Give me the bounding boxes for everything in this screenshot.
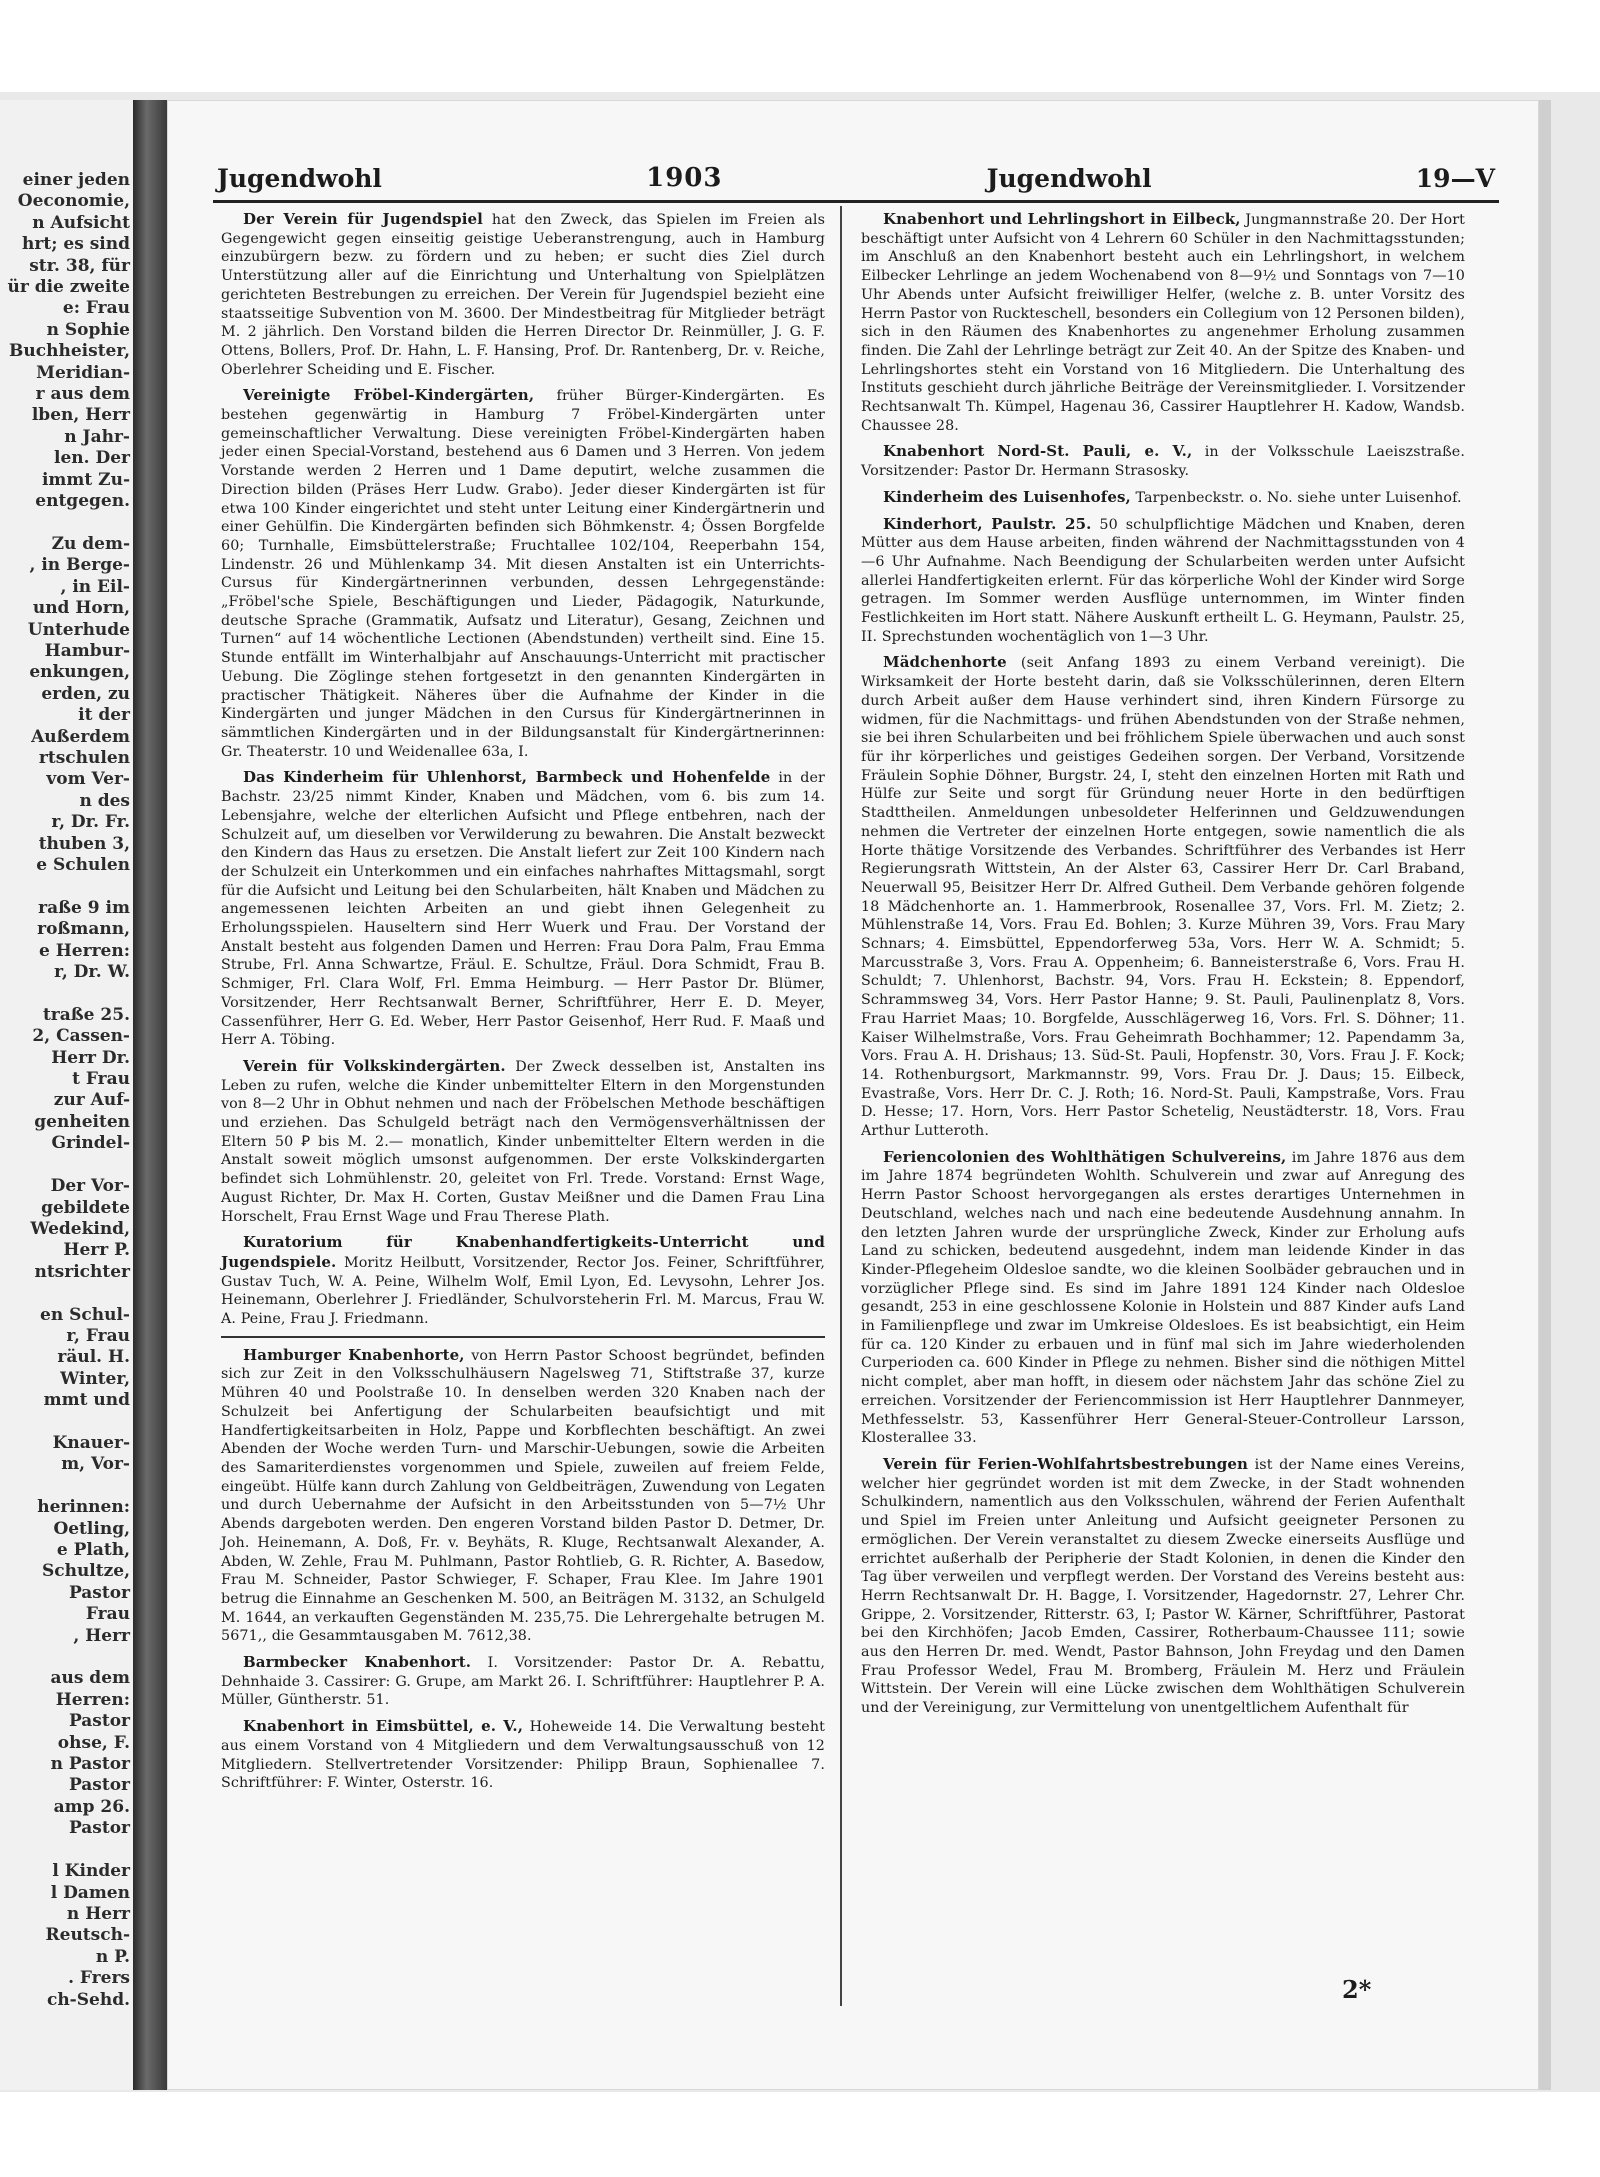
- entry-kinderhort-paulstr: [861, 515, 1465, 647]
- page-right-edge: [1539, 100, 1551, 2090]
- entry-maedchenhorte: [861, 653, 1465, 1140]
- entry-barmbecker-knabenhort: [221, 1653, 825, 1710]
- entry-volkskindergaerten: [221, 1057, 825, 1226]
- entry-heading: Der Verein für Jugendspiel: [243, 210, 483, 228]
- entry-heading: Knabenhort in Eimsbüttel, e. V.,: [243, 1717, 524, 1736]
- entry-body: im Jahre 1876 aus dem im Jahre 1874 begründeten Wohlth. Schulverein und zwar auf Anregung des Herrn Pastor Schoost hervorgegangen als erstes derartiges Unternehmen in Deutschland, welches nach und nach eine bedeutende Ausdehnung annahm. In den letzten Jahren wurde der ursprüngliche Zweck, Kinder zur Erholung aufs Land zu schicken, bedeutend ausgedehnt, indem man leidende Kinder in das Kinder-Pflegeheim Oldesloe sandte, wo die kleinen Soolbäder gebrauchen und in vorzüglicher Pflege sind. Es sind im Jahre 1891 124 Kinder nach Oldesloe gesandt, 253 in eine geschlossene Kolonie in Holstein und 887 Kinder aufs Land in Familienpflege und zwar im Umkreise Oldesloes. Es ist beabsichtigt, ein Heim für ca. 120 Kinder zu erbauen und in fünf mal sich im Jahre wiederholenden Curperioden ca. 600 Kinder in Pflege zu nehmen. Bisher sind die nöthigen Mittel nicht complet, aber man hofft, in diesem oder nächstem Jahr das schöne Ziel zu erreichen. Vorsitzender der Feriencommission ist Herr Hauptlehrer Dannmeyer, Methfesselstr. 53, Kassenführer Herr General-Steuer-Controlleur Larsson, Klosterallee 33.: [861, 1149, 1465, 1447]
- entry-heading: Barmbecker Knabenhort.: [243, 1653, 472, 1672]
- entry-heading: Vereinigte Fröbel-Kindergärten,: [243, 386, 535, 405]
- entry-body: hat den Zweck, das Spielen im Freien als Gegengewicht gegen einseitig geistige Ueberanstrengung, auch in Hamburg einzubürgern bezw. zu fördern und zu heben; er sucht dies Ziel durch Unterstützung aller auf die Einrichtung und Unterhaltung von Spielplätzen gerichteten Bestrebungen zu erreichen. Der Verein für Jugendspiel bezieht eine staatsseitige Subvention von M. 3600. Der Mindestbeitrag für Mitglieder beträgt M. 2 jährlich. Den Vorstand bilden die Herren Director Dr. Reinmüller, J. G. F. Ottens, Bollers, Prof. Dr. Hahn, L. F. Hansing, Prof. Dr. Rantenberg, Dr. v. Reiche, Oberlehrer Scheiding und E. Fischer.: [221, 212, 826, 378]
- entry-ferien-wohlfahrt: [861, 1455, 1465, 1718]
- header-left-title: Jugendwohl: [217, 163, 382, 193]
- book-gutter: [133, 100, 167, 2090]
- signature-mark: 2*: [1342, 1975, 1372, 2004]
- header-right-title: Jugendwohl: [986, 163, 1152, 193]
- entry-heading: Knabenhort Nord-St. Pauli, e. V.,: [883, 442, 1193, 461]
- entry-hamburger-knabenhorte: [221, 1346, 825, 1646]
- entry-heading: Kuratorium für Knabenhandfertigkeits-Unterricht und Jugendspiele.: [221, 1233, 825, 1271]
- entry-feriencolonien: [861, 1148, 1465, 1448]
- facing-page-fragment: [0, 100, 138, 2090]
- entry-luisenhof: [861, 488, 1465, 508]
- entry-body: (seit Anfang 1893 zu einem Verband vereinigt). Die Wirksamkeit der Horte besteht darin, daß sie Volksschülerinnen, deren Eltern durch Arbeit außer dem Hause verhindert sind, ihren Kindern Fürsorge zu widmen, für die Nachmittags- und frühen Abendstunden von der Straße nehmen, sie bei ihren Schularbeiten und bei fröhlichem Spiele überwachen und auch sonst für ihr körperliches und geistiges Gedeihen sorgen. Der Verband, Vorsitzende Fräulein Sophie Döhner, Burgstr. 24, I, steht den einzelnen Horten mit Rath und Hülfe zur Seite und sorgt für Gründung neuer Horte in den bedürftigen Stadttheilen. Anmeldungen unbesoldeter Helferinnen und Geldzuwendungen nehmen die Vertreter der einzelnen Horte entgegen, sowie namentlich die als Horte thätige Vorsitzende des Verbandes. Schriftführer des Verbandes ist Herr Regierungsrath Wittstein, An der Alster 63, Cassirer Herr Dr. Carl Braband, Neuerwall 95, Beisitzer Herr Dr. Alfred Gutheil. Dem Verbande gehören folgende 18 Mädchenhorte an. 1. Hammerbrook, Rosenallee 37, Vors. Frl. M. Zietz; 2. Mühlenstraße 14, Vors. Frau Ed. Bohlen; 3. Kurze Mühren 39, Vors. Frau Mary Schnars; 4. Eimsbüttel, Eppendorferweg 53a, Vors. Herr W. A. Schmidt; 5. Marcusstraße 3, Vors. Frau A. Oppenheim; 6. Banneisterstraße 6, Vors. Frau H. Schuldt; 7. Uhlenhorst, Bachstr. 94, Vors. Frau H. Eckstein; 8. Eppendorf, Schrammsweg 34, Vors. Herr Pastor Hanne; 9. St. Pauli, Paulinenplatz 8, Vors. Frau Harriet Maas; 10. Borgfelde, Ausschlägerweg 16, Vors. Frl. S. Döhner; 11. Kaiser Wilhelmstraße, Vors. Frau Geheimrath Bochhammer; 12. Papendamm 3a, Vors. Frau A. H. Drishaus; 13. Süd-St. Pauli, Hopfenstr. 30, Vors. Frau J. F. Kock; 14. Rothenburgsort, Markmannstr. 99, Vors. Frau Dr. J. Daus; 15. Eilbeck, Evastraße, Vors. Herr Dr. C. J. Roth; 16. Nord-St. Pauli, Kampstraße, Vors. Frau D. Hesse; 17. Horn, Vors. Herr Pastor Schetelig, Neustädterstr. 18, Vors. Frau Arthur Lutteroth.: [861, 655, 1465, 1140]
- entry-body: 50 schulpflichtige Mädchen und Knaben, deren Mütter aus dem Hause arbeiten, finden während der Nachmittagsstunden von 4—6 Uhr Aufnahme. Nach Beendigung der Schularbeiten werden unter Aufsicht allerlei Handfertigkeiten erlernt. Für das körperliche Wohl der Kinder wird Sorge getragen. Im Sommer werden Ausflüge unternommen, im Winter finden Festlichkeiten im Hort statt. Nähere Auskunft ertheilt L. G. Heymann, Paulstr. 25, II. Sprechstunden wochentäglich von 1—3 Uhr.: [861, 516, 1465, 645]
- entry-heading: Mädchenhorte: [883, 653, 1007, 672]
- scan-top-margin: [0, 0, 1600, 92]
- facing-page-text: einer jeden Oeconomie, n Aufsicht hrt; es sind str. 38, für ür die zweite e: Frau n Sophie Buchheister, Meridian- r aus dem lben, Herr n Jahr- len. Der immt Zu- entgegen. Zu dem- , in Berge- , in Eil- und Horn, Unterhude Hambur- enkungen, erden, zu it der Außerdem rtschulen vom Ver- n des r, Dr. Fr. thuben 3, e Schulen raße 9 im roßmann, e Herren: r, Dr. W. traße 25. 2, Cassen- Herr Dr. t Frau zur Auf- genheiten Grindel- Der Vor- gebildete Wedekind, Herr P. ntsrichter en Schul- r, Frau räul. H. Winter, mmt und Knauer- m, Vor- herinnen: Oetling, e Plath, Schultze, Pastor Frau , Herr aus dem Herren: Pastor ohse, F. n Pastor Pastor amp 26. Pastor l Kinder l Damen n Herr Reutsch- n P. . Frers ch-Sehd.: [7, 170, 130, 2010]
- entry-body: ist der Name eines Vereins, welcher hier gegründet worden ist mit dem Zwecke, in der Stadt wohnenden Schulkindern, namentlich aus den Volksschulen, während der Ferien Aufenthalt und Spiel im Freien unter Anleitung und Aufsicht geeigneter Personen zu ermöglichen. Der Verein veranstaltet zu diesem Zwecke einerseits Ausflüge und errichtet außerhalb der Peripherie der Stadt Kolonien, in denen die Kinder den Tag über verweilen und verpflegt werden. Der Vorstand des Vereins besteht aus: Herrn Rechtsanwalt Dr. H. Bagge, I. Vorsitzender, Hagedornstr. 27, Lehrer Chr. Grippe, 2. Vorsitzender, Ritterstr. 63, I; Pastor W. Kärner, Schriftführer, Pastorat bei den Kirchhöfen; Jacob Emden, Cassirer, Rotherbaum-Chaussee 111; sowie aus den Herren Dr. med. Wendt, Pastor Bahnson, John Freydag und den Damen Frau Professor Wedel, Frau M. Bromberg, Fräulein M. Herz und Fräulein Wittstein. Der Verein will eine Lücke zwischen dem Wohlthätigen Schulverein und der Vereinigung, zur Vermittelung von unentgeltlichem Aufenthalt für: [861, 1457, 1465, 1717]
- entry-heading: Knabenhort und Lehrlingshort in Eilbeck,: [883, 210, 1241, 228]
- newspaper-page: [167, 100, 1539, 2090]
- entry-heading: Verein für Volkskindergärten.: [243, 1056, 506, 1075]
- entry-heading: Hamburger Knabenhorte,: [243, 1345, 465, 1364]
- section-divider: [221, 1336, 825, 1338]
- column-rule: [840, 206, 842, 2006]
- entry-kinderheim-uhlenhorst: [221, 768, 825, 1050]
- page-header: [217, 160, 1495, 196]
- entry-heading: Verein für Ferien-Wohlfahrtsbestrebungen: [883, 1455, 1248, 1473]
- entry-froebel-kindergaerten: [221, 386, 825, 761]
- header-rule: [213, 200, 1499, 203]
- entry-body: in der Volksschule Laeiszstraße. Vorsitzender: Pastor Dr. Hermann Strasosky.: [861, 444, 1465, 480]
- entry-heading: Kinderheim des Luisenhofes,: [883, 487, 1131, 506]
- entry-kuratorium: [221, 1233, 825, 1329]
- entry-body: Hoheweide 14. Die Verwaltung besteht aus einem Vorstand von 4 Mitgliedern und dem Verwaltungsausschuß von 12 Mitgliedern. Stellvertretender Vorsitzender: Philipp Braun, Sophienallee 7. Schriftführer: F. Winter, Osterstr. 16.: [221, 1719, 825, 1792]
- entry-body: in der Bachstr. 23/25 nimmt Kinder, Knaben und Mädchen, vom 6. bis zum 14. Lebensjahre, welche der elterlichen Aufsicht und Pflege entbehren, nach der Schulzeit auf, um dieselben vor Verwilderung zu bewahren. Die Anstalt bezweckt den Kindern das Haus zu ersetzen. Die Anstalt liefert zur Zeit 100 Kindern nach der Schulzeit ein Unterkommen und ein einfaches nahrhaftes Mittagsmahl, sorgt für die Aufsicht und Leitung bei den Schularbeiten, hält Knaben und Mädchen zu angemessenen leichten Arbeiten an und giebt ihnen Gelegenheit zu Erholungsspielen. Hauseltern sind Herr Wuerk und Frau. Der Vorstand der Anstalt besteht aus folgenden Damen und Herren: Frau Dora Palm, Frau Emma Strube, Frl. Anna Schwartze, Fräul. E. Schultze, Fräul. Dora Schmidt, Frau B. Schmiger, Frl. Clara Wolf, Frl. Emma Heimburg. — Herr Pastor Dr. Blümer, Vorsitzender, Herr Rechtsanwalt Berner, Schriftführer, Herr E. D. Meyer, Cassenführer, Herr G. Ed. Weber, Herr Pastor Geisenhof, Herr Rud. F. Maaß und Herr A. Töbing.: [221, 770, 825, 1049]
- header-year: 1903: [646, 163, 723, 193]
- right-column: [861, 210, 1465, 1725]
- entry-body: von Herrn Pastor Schoost begründet, befinden sich zur Zeit in den Volksschulhäusern Nagelsweg 71, Stiftstraße 37, kurze Mühren 40 und Poolstraße 10. In denselben werden 320 Knaben nach der Schulzeit bei Anfertigung der Schularbeiten beaufsichtigt und mit Handfertigkeitsarbeiten in Holz, Pappe und Korbflechten beschäftigt. An zwei Abenden der Woche werden Turn- und Marschir-Uebungen, sowie die Arbeiten des Samariterdienstes vorgenommen und Spiele, zuweilen auf freiem Felde, eingeübt. Hülfe kann durch Zahlung von Geldbeiträgen, Zuwendung von Legaten und durch Uebernahme der Aufsicht in den Arbeitsstunden von 5—7½ Uhr Abends dargeboten werden. Den engeren Vorstand bilden Pastor D. Detmer, Dr. Joh. Heinemann, A. Doß, Fr. v. Beyhäts, R. Kluge, Rechtsanwalt Alexander, A. Abden, W. Zehle, Frau M. Puhlmann, Pastor Rohtlieb, G. R. Richter, A. Basedow, Frau M. Schneider, Pastor Schwieger, F. Schaper, Frau Klee. Im Jahre 1901 betrug die Einnahme an Geschenken M. 500, an Beiträgen M. 3132, an Schulgeld M. 1644, an verkauften Gegenständen M. 235,75. Die Lehrergehalte betrugen M. 5671,, die Gesammtausgaben M. 7612,38.: [221, 1347, 825, 1645]
- entry-body: Moritz Heilbutt, Vorsitzender, Rector Jos. Feiner, Schriftführer, Gustav Tuch, W. A. Peine, Wilhelm Wolf, Emil Lyon, Ed. Levysohn, Lehrer Jos. Heinemann, Oberlehrer J. Friedländer, Schulvorsteherin Frl. M. Marcus, Frau W. A. Peine, Frau J. Friedmann.: [221, 1254, 825, 1328]
- entry-body: früher Bürger-Kindergärten. Es bestehen gegenwärtig in Hamburg 7 Fröbel-Kindergärten unter gemeinschaftlicher Verwaltung. Diese vereinigten Fröbel-Kindergärten haben jeder einen Special-Vorstand, bestehend aus 6 Damen und 3 Herren. Von jedem Vorstande werden 2 Herren und 1 Dame deputirt, welche zusammen die Direction bilden (Präses Herr Ludw. Grabo). Jeder dieser Kindergärten ist für etwa 100 Kinder eingerichtet und steht unter Leitung einer Kindergärtnerin und einer Gehülfin. Die Kindergärten befinden sich Böhmkenstr. 4; Össen Borgfelde 60; Turnhalle, Eimsbüttelerstraße; Fruchtallee 102/104, Reeperbahn 154, Lindenstr. 26 und Mühlenkamp 34. Mit diesen Anstalten ist ein Unterrichts-Cursus für Kindergärtnerinnen verbunden, dessen Lehrgegenstände: „Fröbel'sche Spiele, Beschäftigungen und Lieder, Pädagogik, Naturkunde, deutsche Sprache (Grammatik, Aufsatz und Literatur), Gesang, Zeichnen und Turnen“ auf 14 wöchentliche Lectionen (Abendstunden) vertheilt sind. Eine 15. Stunde entfällt im Winterhalbjahr auf Anschauungs-Unterricht mit practischer Uebung. Die Zöglinge stehen fortgesetzt in den genannten Kindergärten in practischer Thätigkeit. Näheres über die Aufnahme der Kinder in die Kindergärten und junger Mädchen in den Cursus für Kindergärtnerinnen in sämmtlichen Kindergärten und in der Bildungsanstalt für Kindergärtnerinnen: Gr. Theaterstr. 10 und Weidenallee 63a, I.: [221, 388, 825, 760]
- entry-heading: Kinderhort, Paulstr. 25.: [883, 514, 1092, 533]
- entry-heading: Das Kinderheim für Uhlenhorst, Barmbeck und Hohenfelde: [243, 768, 771, 787]
- left-column: [221, 210, 825, 1800]
- entry-body: Jungmannstraße 20. Der Hort beschäftigt unter Aufsicht von 4 Lehrern 60 Schüler in den Nachmittagsstunden; im Anschluß an den Knabenhort besteht auch ein Lehrlingshort, in welchem Eilbecker Lehrlinge an jedem Wochenabend von 8—9½ und Sonntags von 7—10 Uhr Abends unter Aufsicht freiwilliger Helfer, (welche z. B. unter Vorsitz des Herrn Pastor von Ruckteschell, besonders ein Collegium von 12 Personen bilden), sich in den Räumen des Knabenhortes zu angenehmer Erholung zusammen finden. Die Zahl der Lehrlinge beträgt zur Zeit 40. An der Spitze des Knaben- und Lehrlingshortes steht ein Vorstand von 16 Mitgliedern. Die Unterhaltung des Instituts geschieht durch jährliche Beiträge der Vereinsmitglieder. I. Vorsitzender Rechtsanwalt Th. Kümpel, Hagenau 36, Cassirer Hauptlehrer H. Kadow, Wandsb. Chaussee 28.: [861, 212, 1465, 434]
- entry-heading: Feriencolonien des Wohlthätigen Schulvereins,: [883, 1147, 1287, 1166]
- entry-jugendspiel: [221, 210, 825, 379]
- entry-body: I. Vorsitzender: Pastor Dr. A. Rebattu, Dehnhaide 3. Cassirer: G. Grupe, am Markt 26. I. Schriftführer: Hauptlehrer P. A. Müller, Güntherstr. 51.: [221, 1655, 825, 1709]
- entry-body: Der Zweck desselben ist, Anstalten ins Leben zu rufen, welche die Kinder unbemittelter Eltern in den Morgenstunden von 8—2 Uhr in Obhut nehmen und nach der Fröbelschen Methode beschäftigen und erziehen. Das Schulgeld beträgt nach den Vermögensverhältnissen der Eltern 50 Ꝑ bis M. 2.— monatlich, Kinder unbemittelter Eltern werden in die Anstalt soweit möglich umsonst aufgenommen. Der erste Volkskindergarten befindet sich Lohmühlenstr. 20, geleitet von Frl. Trede. Vorstand: Ernst Wage, August Richter, Dr. Max H. Corten, Gustav Meißner und die Damen Frau Lina Horschelt, Frau Ernst Wage und Frau Therese Plath.: [221, 1058, 826, 1225]
- entry-eilbeck-hort: [861, 210, 1465, 435]
- entry-nord-st-pauli: [861, 442, 1465, 480]
- header-page-code: 19—V: [1415, 163, 1495, 193]
- entry-body: Tarpenbeckstr. o. No. siehe unter Luisenhof.: [1130, 489, 1462, 506]
- entry-knabenhort-eimsbuettel: [221, 1717, 825, 1793]
